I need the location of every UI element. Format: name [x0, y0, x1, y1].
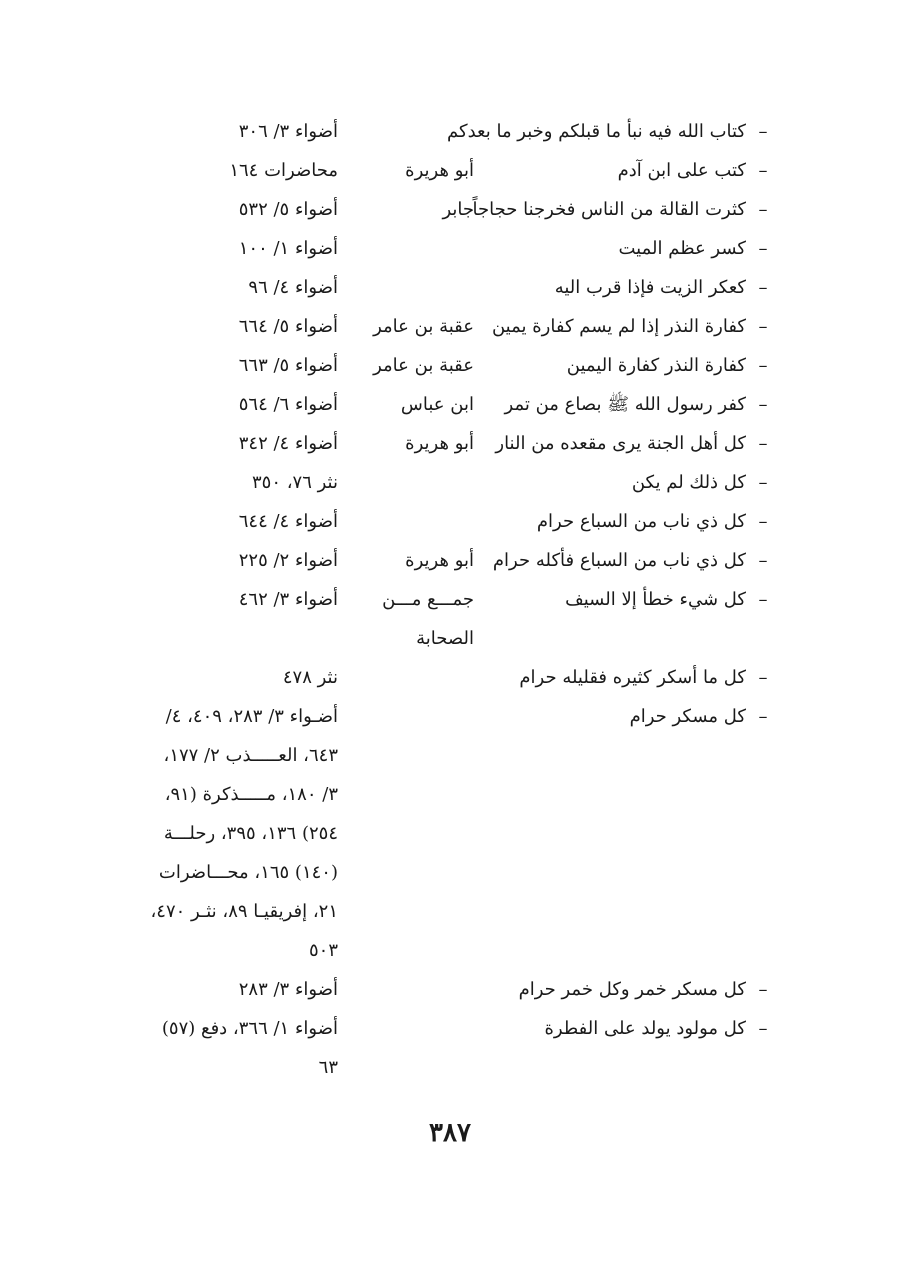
entry-dash: – [758, 511, 768, 532]
narrator-name [346, 541, 482, 580]
page-number: ٣٨٧ [429, 1118, 471, 1148]
hadith-text: كفر رسول الله ﷺ بصاع من تمر [504, 394, 746, 415]
narrator-line: عقبة بن عامر [373, 316, 474, 337]
index-entry [100, 190, 780, 229]
entry-dash: – [758, 979, 768, 1000]
source-reference [100, 424, 346, 463]
reference-line: أضواء ٦/ ٥٦٤ [238, 394, 338, 415]
reference-line: نثر ٧٦، ٣٥٠ [252, 472, 338, 493]
index-entry [100, 346, 780, 385]
reference-line: محاضرات ١٦٤ [229, 160, 338, 181]
entry-dash: – [758, 355, 768, 376]
entry-dash: – [758, 316, 768, 337]
narrator-name [346, 580, 482, 658]
source-reference [100, 697, 346, 970]
source-reference [100, 229, 346, 268]
hadith-text: كل شيء خطأ إلا السيف [565, 589, 746, 610]
reference-line: أضواء ٤/ ٦٤٤ [238, 511, 338, 532]
index-entry [100, 1009, 780, 1087]
source-reference [100, 268, 346, 307]
hadith-text: كسر عظم الميت [618, 238, 746, 259]
narrator-line: أبو هريرة [405, 433, 474, 454]
source-reference [100, 307, 346, 346]
reference-line: أضواء ٥/ ٦٦٤ [238, 316, 338, 337]
entry-dash: – [758, 472, 768, 493]
source-reference [100, 463, 346, 502]
reference-line: (١٤٠) ١٦٥، محـــاضرات [158, 862, 338, 883]
source-reference [100, 385, 346, 424]
index-entry [100, 541, 780, 580]
entry-dash: – [758, 121, 768, 142]
entry-dash: – [758, 238, 768, 259]
hadith-text: كل مسكر حرام [629, 706, 746, 727]
source-reference [100, 112, 346, 151]
source-reference [100, 346, 346, 385]
index-entry [100, 463, 780, 502]
reference-line: أضواء ٤/ ٩٦ [248, 277, 338, 298]
reference-line: ٢١، إفريقيـا ٨٩، نثـر ٤٧٠، [150, 901, 338, 922]
hadith-text: كل ذي ناب من السباع حرام [536, 511, 746, 532]
reference-line: أضواء ٣/ ٢٨٣ [238, 979, 338, 1000]
reference-line: أضواء ٣/ ٣٠٦ [238, 121, 338, 142]
narrator-line: أبو هريرة [405, 550, 474, 571]
entry-dash: – [758, 589, 768, 610]
index-entry [100, 229, 780, 268]
hadith-text: كل مولود يولد على الفطرة [544, 1018, 746, 1039]
index-entry [100, 268, 780, 307]
hadith-text: كفارة النذر كفارة اليمين [566, 355, 746, 376]
entry-dash: – [758, 433, 768, 454]
reference-line: أضواء ٤/ ٣٤٢ [238, 433, 338, 454]
index-entry [100, 385, 780, 424]
hadith-text: كل مسكر خمر وكل خمر حرام [518, 979, 746, 1000]
entry-dash: – [758, 667, 768, 688]
entry-dash: – [758, 1018, 768, 1039]
hadith-text: كل أهل الجنة يرى مقعده من النار [495, 433, 746, 454]
source-reference [100, 190, 346, 229]
hadith-text: كعكر الزيت فإذا قرب اليه [554, 277, 746, 298]
source-reference [100, 970, 346, 1009]
hadith-text: كفارة النذر إذا لم يسم كفارة يمين [491, 316, 746, 337]
reference-line: ٢٥٤) ١٣٦، ٣٩٥، رحلـــة [163, 823, 338, 844]
hadith-text: كل ما أسكر كثيره فقليله حرام [519, 667, 746, 688]
hadith-text: كثرت القالة من الناس فخرجنا حجاجاً [472, 199, 746, 220]
index-entry [100, 307, 780, 346]
reference-line: نثر ٤٧٨ [282, 667, 338, 688]
source-reference [100, 1009, 346, 1087]
index-entry [100, 658, 780, 697]
hadith-text: كل ذي ناب من السباع فأكله حرام [492, 550, 746, 571]
reference-line: أضواء ٢/ ٢٢٥ [238, 550, 338, 571]
source-reference [100, 502, 346, 541]
reference-line: أضواء ٥/ ٥٣٢ [238, 199, 338, 220]
reference-line: ٦٤٣، العـــــذب ٢/ ١٧٧، [163, 745, 338, 766]
entry-dash: – [758, 277, 768, 298]
reference-line: أضـواء ٣/ ٢٨٣، ٤٠٩، ٤/ [165, 706, 338, 727]
reference-line: ٦٣ [318, 1057, 338, 1078]
reference-line: أضواء ٥/ ٦٦٣ [238, 355, 338, 376]
narrator-name [346, 307, 482, 346]
narrator-name [346, 151, 482, 190]
reference-line: أضواء ١/ ٣٦٦، دفع (٥٧) [161, 1018, 338, 1039]
narrator-line: جمـــع مـــن [382, 589, 474, 610]
entry-dash: – [758, 706, 768, 727]
hadith-text: كل ذلك لم يكن [631, 472, 746, 493]
narrator-name [346, 346, 482, 385]
entry-dash: – [758, 394, 768, 415]
reference-line: أضواء ٣/ ٤٦٢ [238, 589, 338, 610]
narrator-line: عقبة بن عامر [373, 355, 474, 376]
source-reference [100, 580, 346, 619]
reference-line: ٣/ ١٨٠، مـــــذكرة (٩١، [164, 784, 338, 805]
reference-line: ٥٠٣ [308, 940, 338, 961]
entry-dash: – [758, 199, 768, 220]
reference-line: أضواء ١/ ١٠٠ [238, 238, 338, 259]
entry-dash: – [758, 550, 768, 571]
narrator-name [346, 190, 482, 229]
source-reference [100, 151, 346, 190]
index-entry [100, 151, 780, 190]
index-entry [100, 580, 780, 658]
index-entry [100, 424, 780, 463]
narrator-line: ابن عباس [400, 394, 474, 415]
narrator-line: الصحابة [416, 628, 474, 649]
narrator-name [346, 385, 482, 424]
hadith-text: كتاب الله فيه نبأ ما قبلكم وخبر ما بعدكم [447, 121, 746, 142]
index-entry [100, 697, 780, 970]
index-entry [100, 970, 780, 1009]
source-reference [100, 541, 346, 580]
index-entry [100, 112, 780, 151]
narrator-name [346, 424, 482, 463]
hadith-index-list [100, 112, 780, 1087]
hadith-text: كتب على ابن آدم [617, 160, 746, 181]
index-entry [100, 502, 780, 541]
entry-dash: – [758, 160, 768, 181]
narrator-line: جابر [442, 199, 474, 220]
source-reference [100, 658, 346, 697]
narrator-line: أبو هريرة [405, 160, 474, 181]
